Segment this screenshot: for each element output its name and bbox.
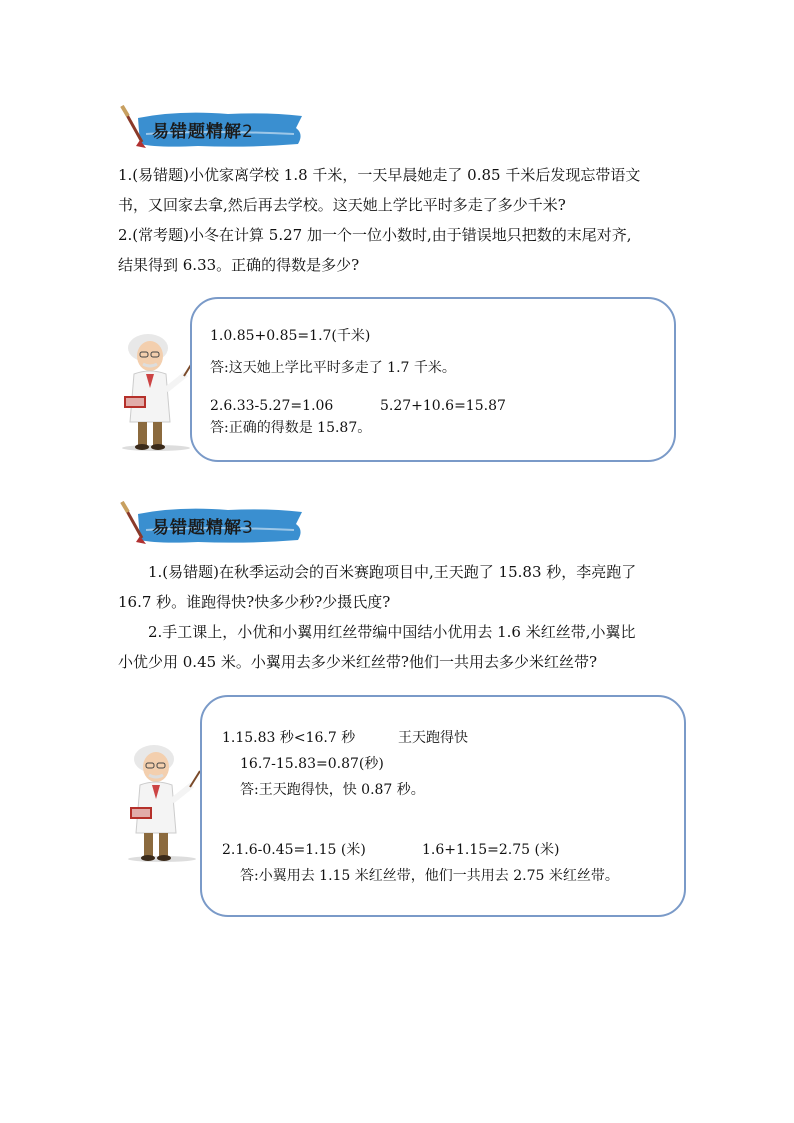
answer-1-text: 答:这天她上学比平时多走了 1.7 千米。 xyxy=(210,360,456,376)
question-line: 16.7 秒。谁跑得快?快多少秒?少摄氏度? xyxy=(118,593,391,611)
answer-1-calc-1: 1.15.83 秒<16.7 秒 xyxy=(222,730,356,746)
answer-2-calc-2: 5.27+10.6=15.87 xyxy=(380,398,506,414)
question-line: 1.(易错题)小优家离学校 1.8 千米，一天早晨她走了 0.85 千米后发现忘带语文 xyxy=(118,166,641,184)
answer-2-calc-1: 2.1.6-0.45=1.15 (米) xyxy=(222,842,366,858)
teacher-illustration xyxy=(124,740,204,864)
answer-1-text: 答:王天跑得快，快 0.87 秒。 xyxy=(240,782,425,798)
answer-2-text: 答:正确的得数是 15.87。 xyxy=(210,420,372,436)
question-line: 结果得到 6.33。正确的得数是多少? xyxy=(118,256,360,274)
answer-1-calc: 1.0.85+0.85=1.7(千米) xyxy=(210,328,371,344)
question-line: 2.手工课上，小优和小翼用红丝带编中国结小优用去 1.6 米红丝带,小翼比 xyxy=(148,623,636,641)
section-2-banner xyxy=(118,104,308,150)
answer-2-text: 答:小翼用去 1.15 米红丝带，他们一共用去 2.75 米红丝带。 xyxy=(240,868,619,884)
answer-2-calc-1: 2.6.33-5.27=1.06 xyxy=(210,398,334,414)
section-3-banner xyxy=(118,500,308,546)
section-2-questions xyxy=(118,160,640,280)
question-line: 1.(易错题)在秋季运动会的百米赛跑项目中,王天跑了 15.83 秒，李亮跑了 xyxy=(148,563,637,581)
question-line: 小优少用 0.45 米。小翼用去多少米红丝带?他们一共用去多少米红丝带? xyxy=(118,653,598,671)
answer-2-calc-2: 1.6+1.15=2.75 (米) xyxy=(422,842,560,858)
question-line: 书，又回家去拿,然后再去学校。这天她上学比平时多走了多少千米? xyxy=(118,196,566,214)
section-3-questions xyxy=(118,557,636,677)
teacher-illustration xyxy=(118,330,198,452)
section-3-title: 易错题精解3 xyxy=(152,518,254,538)
question-line: 2.(常考题)小冬在计算 5.27 加一个一位小数时,由于错误地只把数的末尾对齐, xyxy=(118,226,632,244)
answer-1-calc-3: 16.7-15.83=0.87(秒) xyxy=(240,756,384,772)
answer-1-calc-2: 王天跑得快 xyxy=(398,730,468,746)
section-2-title: 易错题精解2 xyxy=(152,122,254,142)
section-3-answer-box xyxy=(200,695,686,917)
section-2-answer-box xyxy=(190,297,676,462)
